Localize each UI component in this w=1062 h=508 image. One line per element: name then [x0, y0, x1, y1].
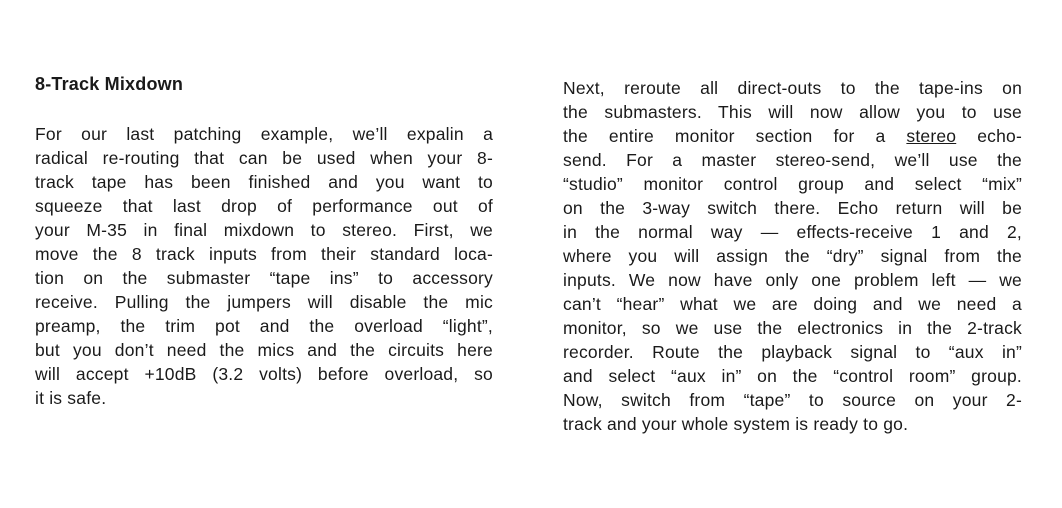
paragraph-line: move the 8 track inputs from their standard loca-	[35, 244, 493, 264]
paragraph-line: Now, switch from “tape” to source on your 2-	[563, 390, 1022, 410]
paragraph-line: recorder. Route the playback signal to “aux in”	[563, 342, 1022, 362]
text-before-stereo: the entire monitor section for a	[563, 126, 907, 146]
paragraph-line: For our last patching example, we’ll expalin a	[35, 124, 493, 144]
paragraph-line: inputs. We now have only one problem left — we	[563, 270, 1022, 290]
paragraph-line: your M-35 in final mixdown to stereo. First, we	[35, 220, 493, 240]
paragraph-line: will accept +10dB (3.2 volts) before overload, so	[35, 364, 493, 384]
paragraph-line: where you will assign the “dry” signal from the	[563, 246, 1022, 266]
paragraph-line: on the 3-way switch there. Echo return will be	[563, 198, 1022, 218]
paragraph-line: in the normal way — effects-receive 1 and 2,	[563, 222, 1022, 242]
paragraph-line: receive. Pulling the jumpers will disable the mic	[35, 292, 493, 312]
paragraph-line: track and your whole system is ready to go.	[563, 414, 909, 434]
paragraph-line: track tape has been finished and you want to	[35, 172, 493, 192]
paragraph-line: can’t “hear” what we are doing and we need a	[563, 294, 1022, 314]
paragraph-line: tion on the submaster “tape ins” to accessory	[35, 268, 493, 288]
paragraph-line: radical re-routing that can be used when your 8-	[35, 148, 493, 168]
paragraph-line: the submasters. This will now allow you to use	[563, 102, 1022, 122]
paragraph-line: preamp, the trim pot and the overload “light”,	[35, 316, 493, 336]
paragraph-line: “studio” monitor control group and select “mix”	[563, 174, 1022, 194]
paragraph-line: and select “aux in” on the “control room” group.	[563, 366, 1022, 386]
paragraph-line: monitor, so we use the electronics in the 2-track	[563, 318, 1022, 338]
paragraph-line: send. For a master stereo-send, we’ll use the	[563, 150, 1022, 170]
underlined-stereo: stereo	[906, 126, 957, 146]
paragraph-line: Next, reroute all direct-outs to the tape-ins on	[563, 78, 1022, 98]
text-after-stereo: echo-	[956, 126, 1022, 146]
paragraph-line: but you don’t need the mics and the circuits here	[35, 340, 493, 360]
paragraph-line: squeeze that last drop of performance out of	[35, 196, 493, 216]
paragraph-line-stereo	[563, 124, 1022, 148]
paragraph-line: it is safe.	[35, 388, 107, 408]
section-heading: 8-Track Mixdown	[35, 74, 184, 94]
